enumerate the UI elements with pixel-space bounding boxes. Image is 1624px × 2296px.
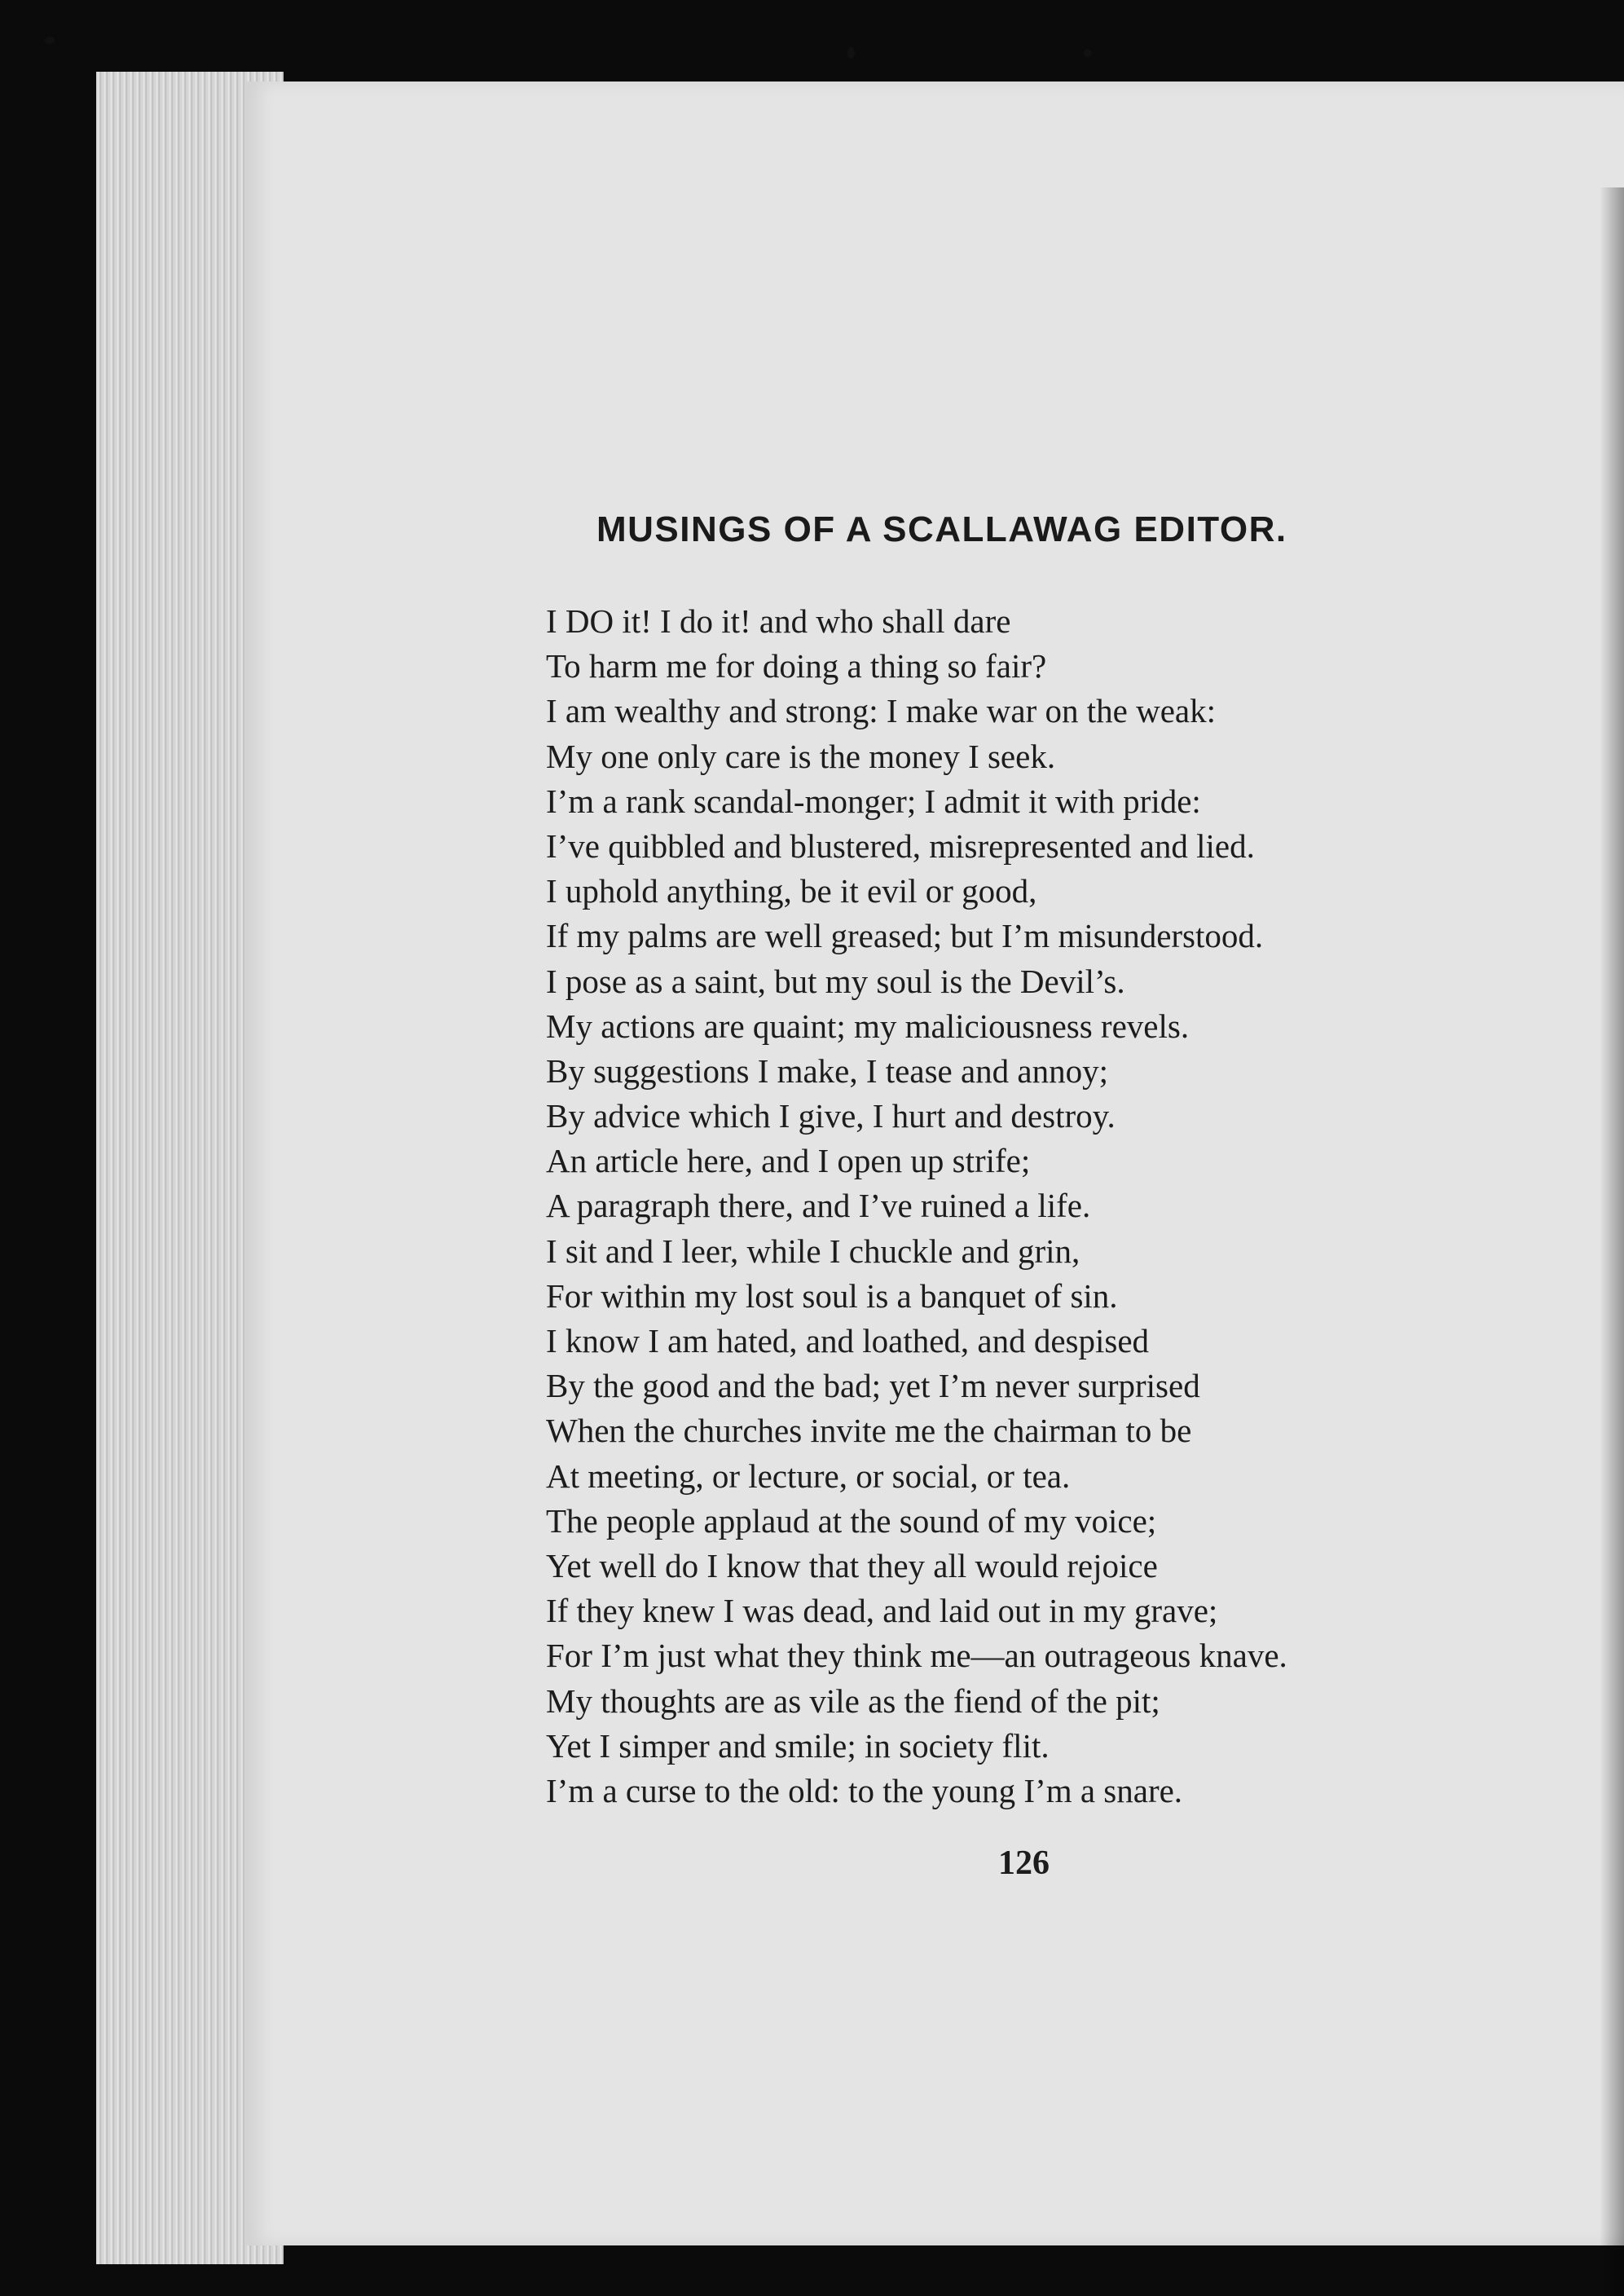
page-curl-shadow bbox=[1600, 187, 1624, 2296]
poem-line: Yet I simper and smile; in society flit. bbox=[546, 1726, 1050, 1765]
poem-line: By advice which I give, I hurt and destroy. bbox=[546, 1097, 1116, 1135]
poem-line: My actions are quaint; my maliciousness revels. bbox=[546, 1007, 1190, 1045]
poem-line: My one only care is the money I seek. bbox=[546, 737, 1056, 775]
poem-line: A paragraph there, and I’ve ruined a life. bbox=[546, 1187, 1091, 1225]
poem-title: MUSINGS OF A SCALLAWAG EDITOR. bbox=[596, 509, 1287, 549]
poem-line: If they knew I was dead, and laid out in my grave; bbox=[546, 1592, 1218, 1630]
poem-line: Yet well do I know that they all would rejoice bbox=[546, 1546, 1158, 1584]
poem-line: I’ve quibbled and blustered, misrepresented and lied. bbox=[546, 826, 1255, 865]
poem-line: To harm me for doing a thing so fair? bbox=[546, 647, 1047, 685]
page-number: 126 bbox=[998, 1844, 1050, 1882]
poem-line: By the good and the bad; yet I’m never surprised bbox=[546, 1367, 1200, 1405]
dust-speck bbox=[1084, 49, 1092, 57]
poem-line: I sit and I leer, while I chuckle and grin, bbox=[546, 1232, 1080, 1270]
poem-line: When the churches invite me the chairman to be bbox=[546, 1412, 1192, 1450]
poem-line: I know I am hated, and loathed, and despised bbox=[546, 1322, 1150, 1360]
poem-line: I’m a rank scandal-monger; I admit it with pride: bbox=[546, 782, 1201, 820]
dust-speck bbox=[847, 47, 855, 59]
poem-line: If my palms are well greased; but I’m misunderstood. bbox=[546, 917, 1264, 955]
poem-line: I pose as a saint, but my soul is the Devil’s. bbox=[546, 962, 1125, 1000]
dust-speck bbox=[45, 37, 55, 44]
poem-line: I’m a curse to the old: to the young I’m a snare. bbox=[546, 1771, 1183, 1809]
poem-line: An article here, and I open up strife; bbox=[546, 1142, 1031, 1180]
poem-line: I uphold anything, be it evil or good, bbox=[546, 872, 1037, 910]
poem-line: I DO it! I do it! and who shall dare bbox=[546, 602, 1011, 640]
poem-line: By suggestions I make, I tease and annoy; bbox=[546, 1051, 1109, 1090]
poem-line: I am wealthy and strong: I make war on the weak: bbox=[546, 692, 1217, 730]
poem-line: At meeting, or lecture, or social, or tea. bbox=[546, 1456, 1071, 1495]
poem-body bbox=[546, 599, 1524, 1813]
poem-line: The people applaud at the sound of my voice; bbox=[546, 1501, 1157, 1540]
poem-line: My thoughts are as vile as the fiend of the pit; bbox=[546, 1681, 1160, 1720]
poem-line: For I’m just what they think me—an outrageous knave. bbox=[546, 1637, 1287, 1675]
poem-line: For within my lost soul is a banquet of sin. bbox=[546, 1276, 1118, 1315]
